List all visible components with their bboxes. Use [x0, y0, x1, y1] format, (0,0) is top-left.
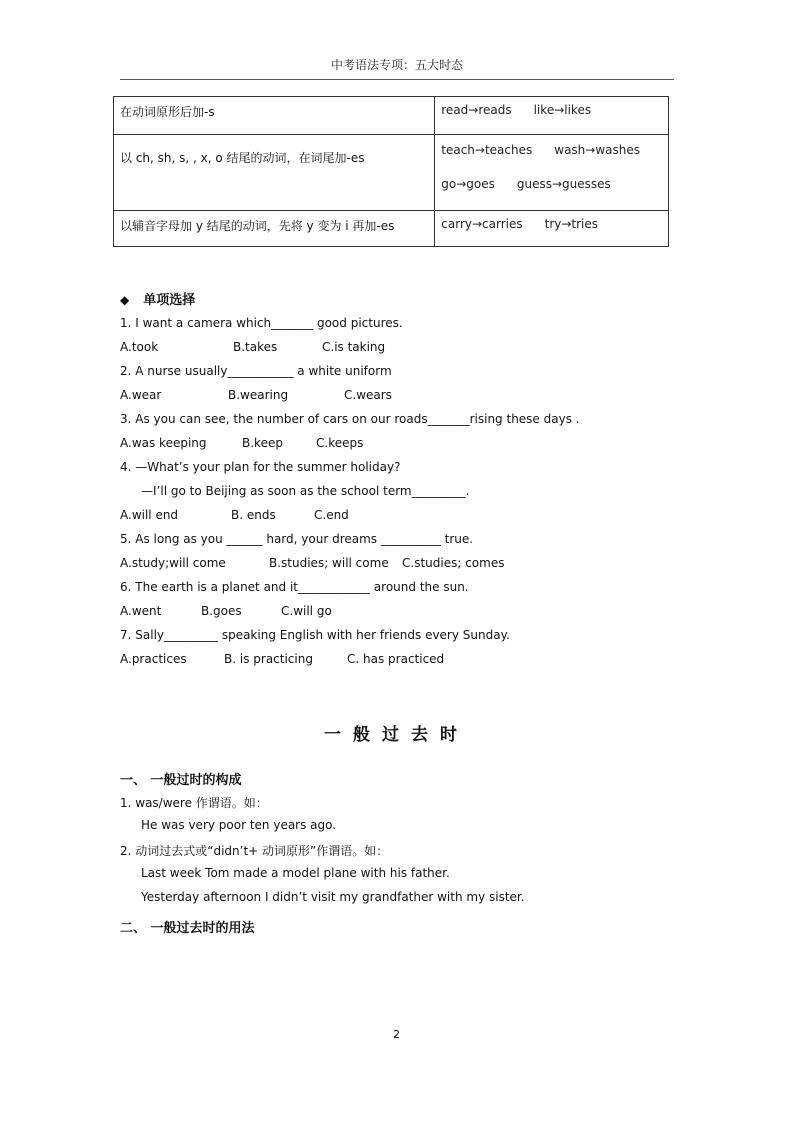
question-3: 3. As you can see, the number of cars on our roads_______rising these days .	[120, 412, 580, 426]
option-c: C.will go	[281, 604, 332, 618]
question-6: 6. The earth is a planet and it____________ around the sun.	[120, 580, 469, 594]
option-b: B. ends	[231, 508, 276, 522]
example: go→goes	[441, 177, 495, 191]
example: teach→teaches	[441, 143, 533, 157]
option-c: C.keeps	[316, 436, 364, 450]
examples-cell	[435, 135, 669, 211]
question-5: 5. As long as you ______ hard, your dreams __________ true.	[120, 532, 474, 546]
example: try→tries	[544, 217, 599, 231]
question-1: 1. I want a camera which_______ good pictures.	[120, 316, 403, 330]
option-a: A.practices	[120, 652, 187, 666]
option-a: A.was keeping	[120, 436, 207, 450]
part2-heading: 二、 一般过去时的用法	[120, 921, 255, 936]
rule-cell: 以辅音字母加 y 结尾的动词，先将 y 变为 i 再加-es	[114, 211, 435, 247]
part1-item2: 2. 动词过去式或“didn’t+ 动词原形”作谓语。如：	[120, 844, 389, 858]
option-b: B.wearing	[228, 388, 289, 402]
question-4: 4. —What’s your plan for the summer holiday?	[120, 460, 401, 474]
option-a: A.took	[120, 340, 159, 354]
example: like→likes	[533, 103, 592, 117]
table-row	[114, 135, 669, 211]
example: guess→guesses	[516, 177, 611, 191]
part1-heading: 一、 一般过时的构成	[120, 773, 242, 788]
option-a: A.will end	[120, 508, 179, 522]
option-a: A.study;will come	[120, 556, 226, 570]
option-b: B.goes	[201, 604, 242, 618]
option-a: A.wear	[120, 388, 162, 402]
question-2: 2. A nurse usually___________ a white uniform	[120, 364, 392, 378]
option-c: C.wears	[344, 388, 392, 402]
table-row	[114, 97, 669, 135]
examples-cell	[435, 97, 669, 135]
option-b: B.studies; will come	[269, 556, 389, 570]
option-b: B.keep	[242, 436, 283, 450]
option-b: B. is practicing	[224, 652, 313, 666]
table-row	[114, 211, 669, 247]
example: carry→carries	[441, 217, 523, 231]
option-c: C.studies; comes	[402, 556, 505, 570]
question-4-reply: —I’ll go to Beijing as soon as the school term_________.	[141, 484, 470, 498]
part1-item2-example: Yesterday afternoon I didn’t visit my grandfather with my sister.	[141, 890, 525, 904]
part1-item1-example: He was very poor ten years ago.	[141, 818, 337, 832]
verb-rules-table	[113, 96, 669, 247]
page-header: 中考语法专项：五大时态	[120, 56, 674, 80]
page-number: 2	[393, 1028, 400, 1041]
question-7: 7. Sally_________ speaking English with her friends every Sunday.	[120, 628, 510, 642]
option-b: B.takes	[233, 340, 278, 354]
rule-cell: 以 ch, sh, s, , x, o 结尾的动词，在词尾加-es	[114, 135, 435, 211]
section-heading: ◆ 单项选择	[120, 293, 196, 308]
diamond-bullet-icon: ◆	[120, 293, 130, 307]
examples-cell	[435, 211, 669, 247]
chapter-title: 一般过去时	[324, 725, 469, 745]
rule-cell: 在动词原形后加-s	[114, 97, 435, 135]
option-c: C.end	[314, 508, 349, 522]
example: read→reads	[441, 103, 512, 117]
part1-item2-example: Last week Tom made a model plane with his father.	[141, 866, 450, 880]
example: wash→washes	[554, 143, 640, 157]
option-c: C.is taking	[322, 340, 386, 354]
option-a: A.went	[120, 604, 162, 618]
part1-item1: 1. was/were 作谓语。如：	[120, 796, 268, 810]
option-c: C. has practiced	[347, 652, 445, 666]
